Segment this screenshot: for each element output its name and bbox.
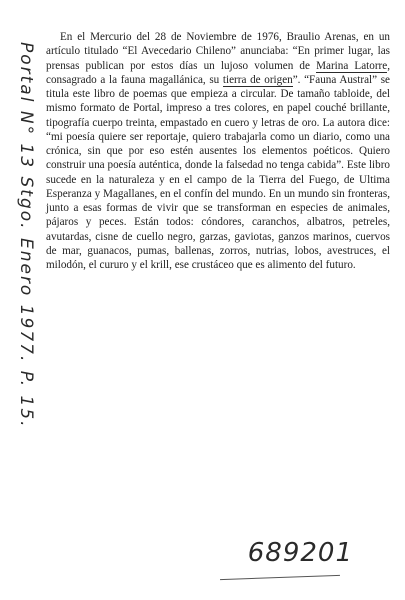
handwritten-catalog-number: 689201 [247, 538, 353, 568]
author-name: Marina Latorre [316, 59, 388, 72]
article-body [46, 30, 390, 272]
origin-phrase: tierra de origen [222, 73, 293, 86]
handwritten-margin-note [4, 42, 40, 429]
article-text-part1: En el Mercurio del 28 de Noviembre de 1976, Braulio Arenas, en un artículo titulado “El Avecedario Chileno” anunciaba: “En primer lugar, las prensas publican por estos días un lujoso volumen de [46, 31, 390, 72]
article-paragraph [46, 30, 390, 272]
article-text-part2: , consagrado a la fauna magallánica, su [46, 59, 390, 86]
catalog-underline [220, 575, 340, 580]
margin-note-text: Portal N° 13 Stgo. Enero 1977. P. 15. [16, 42, 36, 429]
article-text-part3: ”. “Fauna Austral” se titula este libro de poemas que empieza a circular. De tamaño tabloide, del mismo formato de Portal, impreso a tres colores, en papel couché brillante, tipografía cuerpo treinta, empastado en cuero y letras de oro. La autora dice: “mi poesía quiere ser reportaje, quiero trabajarla como un diario, como una crónica, sin que por eso estén ausentes los elementos poéticos. Quiero construir una poesía auténtica, donde la falsedad no tenga cabida”. Este libro sucede en la naturaleza y en el campo de la Tierra del Fuego, de Ultima Esperanza y Magallanes, en el confín del mundo. En un mundo sin fronteras, junto a esas formas de vivir que se transforman en especies de animales, pájaros y peces. Están todos: cóndores, caranchos, albatros, petreles, avutardas, cisne de cuello negro, garzas, gaviotas, ganzos marinos, cuervos de mar, guanacos, pumas, ballenas, zorros, nutrias, lobos, avestruces, el milodón, el cururo y el krill, ese crustáceo que es alimento del futuro. [46, 73, 390, 271]
